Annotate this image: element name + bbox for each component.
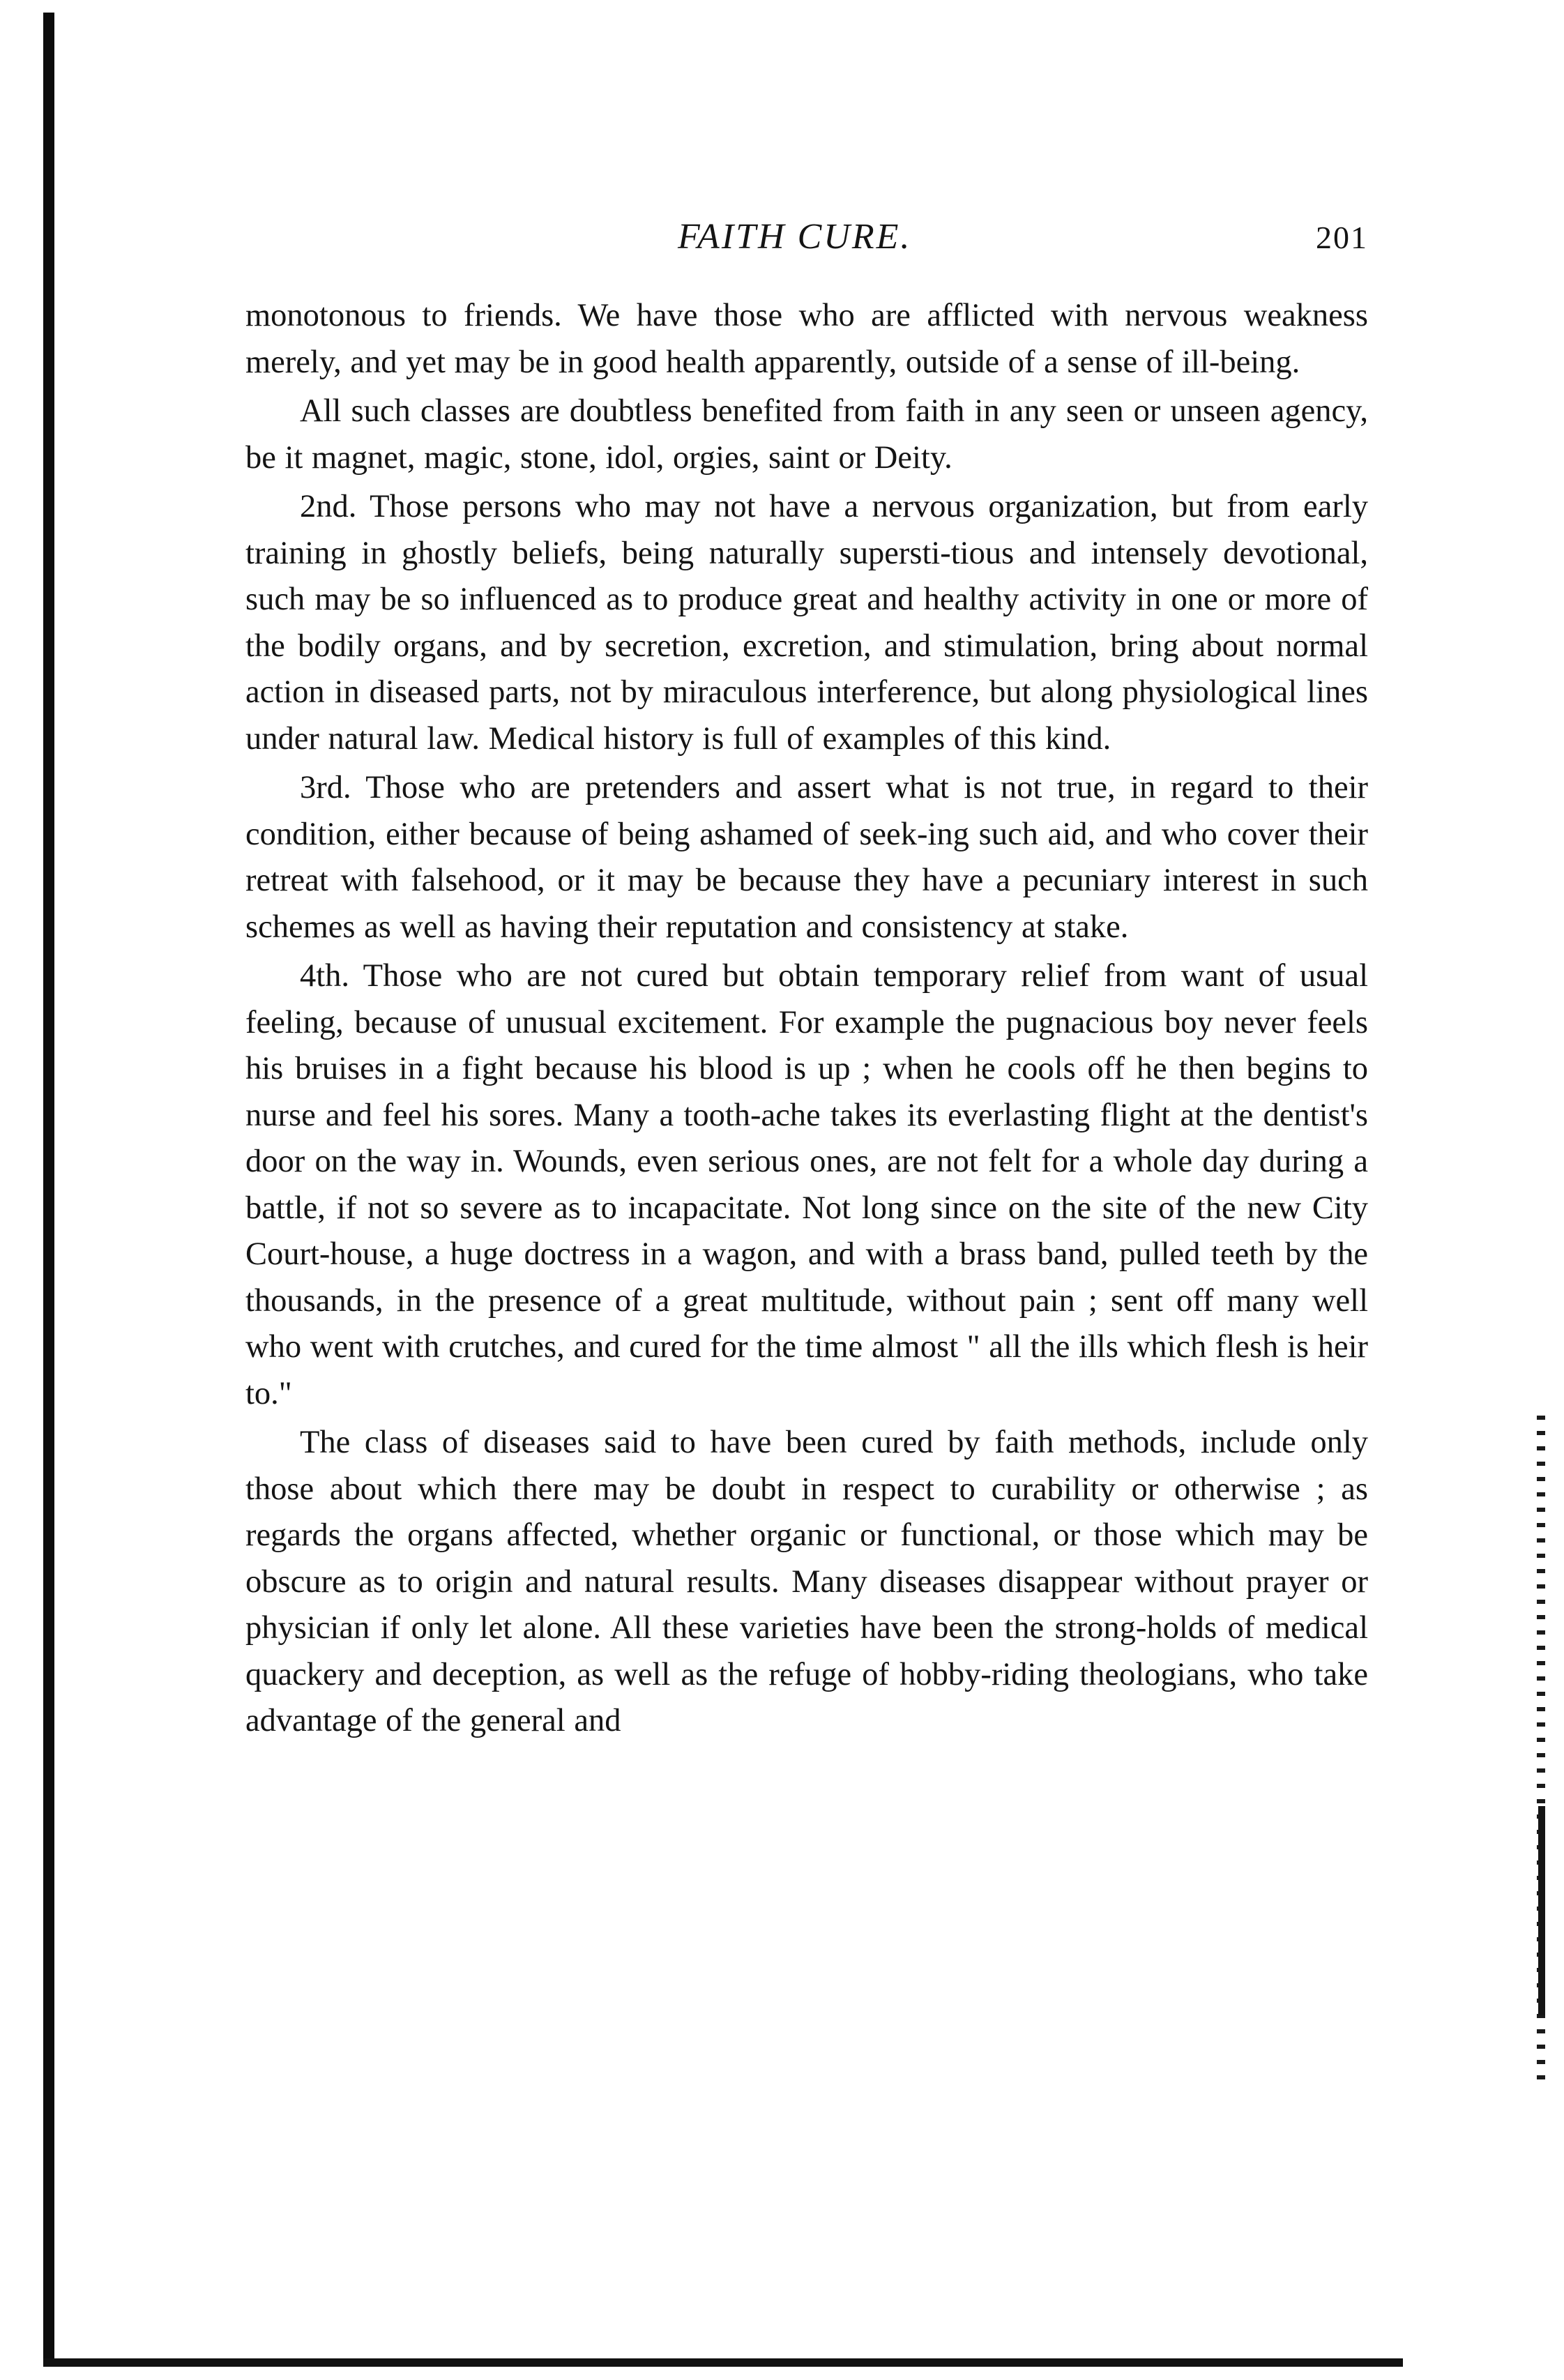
paragraph-class-of-diseases: The class of diseases said to have been cured by faith methods, include only those about which there may be doubt in respect to curability or otherwise ; as regards the organs affected, whether organic or functional, or those which may be obscure as to origin and natural results. Many diseases disappear without prayer or physician if only let alone. All these varieties have been the strong-holds of medical quackery and deception, as well as the refuge of hobby-riding theologians, who take advantage of the general and <box>245 1425 1368 1738</box>
book-page <box>245 216 1368 1745</box>
paragraph-second-class: 2nd. Those persons who may not have a nervous organization, but from early training in ghostly beliefs, being naturally supersti-tious and intensely devotional, such may be so influenced as to produce great and healthy activity in one or more of the bodily organs, and by secretion, excretion, and stimulation, bring about normal action in diseased parts, not by miraculous interference, but along physiological lines under natural law. Medical history is full of examples of this kind. <box>245 489 1368 757</box>
scan-bottom-edge <box>43 2358 1403 2367</box>
page-number: 201 <box>1316 220 1368 255</box>
running-head <box>245 216 1368 265</box>
scan-binding-edge <box>43 13 54 2366</box>
paragraph-all-such-classes: All such classes are doubtless benefited from faith in any seen or unseen agency, be it magnet, magic, stone, idol, orgies, saint or Deity. <box>245 393 1368 476</box>
running-title: FAITH CURE. <box>678 217 912 257</box>
paragraph-fourth-class: 4th. Those who are not cured but obtain temporary relief from want of usual feeling, because of unusual excitement. For example the pugnacious boy never feels his bruises in a fight because his blood is up ; when he cools off he then begins to nurse and feel his sores. Many a tooth-ache takes its everlasting flight at the dentist's door on the way in. Wounds, even serious ones, are not felt for a whole day during a battle, if not so severe as to incapacitate. Not long since on the site of the new City Court-house, a huge doctress in a wagon, and with a brass band, pulled teeth by the thousands, in the presence of a great multitude, without pain ; sent off many well who went with crutches, and cured for the time almost " all the ills which flesh is heir to." <box>245 958 1368 1411</box>
paragraph-continuation: monotonous to friends. We have those who are afflicted with nervous weakness merely, and yet may be in good health apparently, outside of a sense of ill-being. <box>245 298 1368 380</box>
paragraph-third-class: 3rd. Those who are pretenders and assert what is not true, in regard to their condition, either because of being ashamed of seek-ing such aid, and who cover their retreat with falsehood, or it may be because they have a pecuniary interest in such schemes as well as having their reputation and consistency at stake. <box>245 770 1368 945</box>
scan-page-edge-shadow <box>1538 1806 1545 2015</box>
